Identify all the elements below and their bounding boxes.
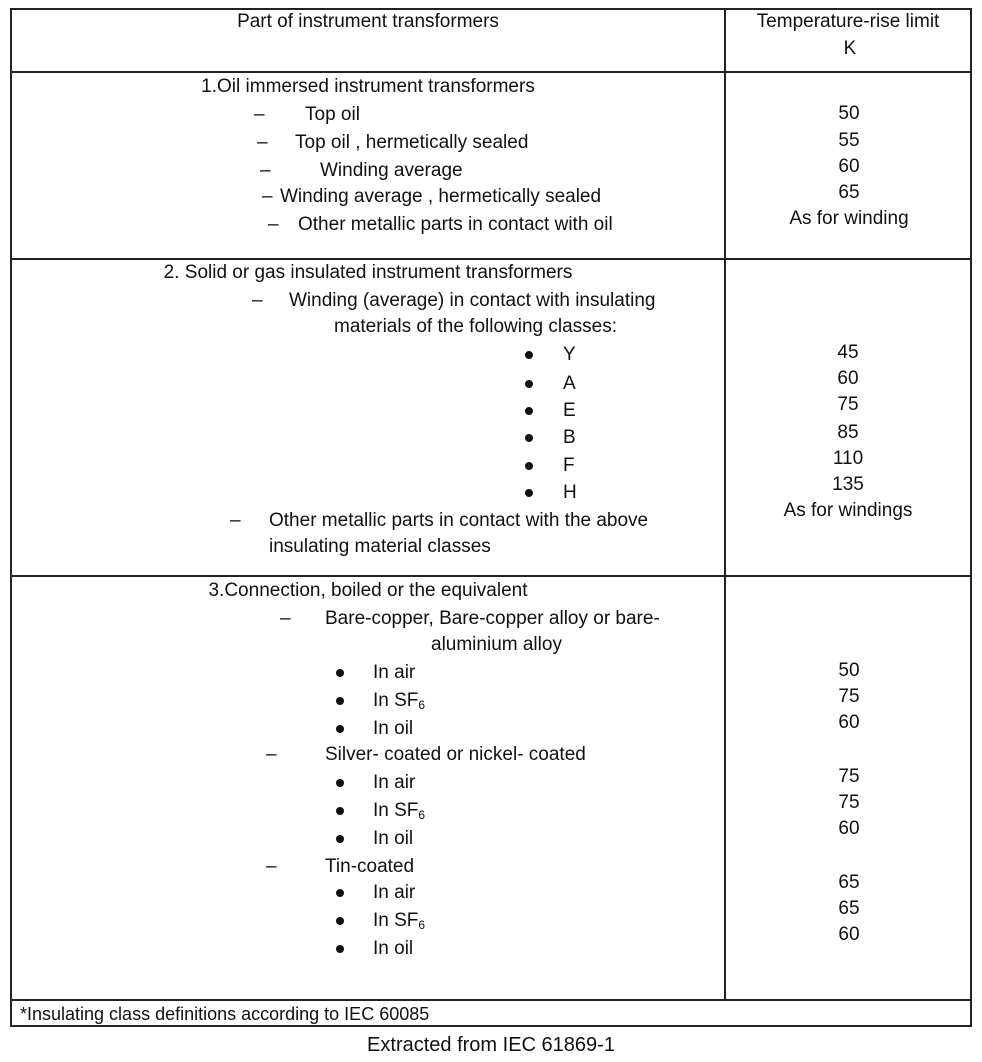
medium-label: In air (373, 882, 416, 903)
section3-value: 65 (838, 872, 860, 893)
class-label: E (563, 400, 576, 421)
bullet-icon (525, 489, 533, 497)
dash-marker: – (260, 160, 271, 181)
section1-item-label: Top oil (305, 104, 360, 125)
section1-value: 50 (838, 103, 860, 124)
table-border-top (10, 8, 972, 10)
section2-other-line1: Other metallic parts in contact with the above (269, 510, 649, 531)
medium-label: In oil (373, 828, 414, 849)
section2-value: 85 (837, 422, 859, 443)
footnote: *Insulating class definitions according to IEC 60085 (20, 1004, 430, 1024)
table-border-row1 (10, 258, 972, 260)
section3-title: 3.Connection, boiled or the equivalent (208, 580, 528, 601)
medium-label: In $SF_6$ (373, 690, 426, 712)
section2-winding-line1: Winding (average) in contact with insulating (289, 290, 656, 311)
class-label: B (563, 427, 576, 448)
table-border-row3 (10, 999, 972, 1001)
section3-group1-line1: Bare-copper, Bare-copper alloy or bare- (325, 608, 660, 629)
section1-value: As for winding (789, 208, 909, 229)
table-border-row2 (10, 575, 972, 577)
section2-value: 135 (832, 474, 864, 495)
section3-group1-line2: aluminium alloy (431, 634, 562, 655)
header-part-label: Part of instrument transformers (237, 11, 499, 32)
medium-label: In air (373, 772, 416, 793)
section2-winding-line2: materials of the following classes: (334, 316, 618, 337)
section1-item-label: Top oil , hermetically sealed (295, 132, 529, 153)
class-label: H (563, 482, 577, 503)
table-border-left (10, 8, 12, 1027)
medium-label: In $SF_6$ (373, 800, 426, 822)
section2-value: 110 (832, 448, 864, 469)
section2-value: 75 (837, 394, 859, 415)
bullet-icon (336, 697, 344, 705)
source-caption: Extracted from IEC 61869-1 (367, 1034, 615, 1056)
section2-value: 45 (837, 342, 859, 363)
dash-marker: – (254, 104, 265, 125)
section3-value: 75 (838, 686, 860, 707)
table-border-bottom (10, 1025, 972, 1027)
bullet-icon (525, 434, 533, 442)
dash-marker: – (266, 744, 277, 765)
class-label: Y (563, 344, 576, 365)
class-label: F (563, 455, 575, 476)
section2-other-line2: insulating material classes (269, 536, 491, 557)
class-label: A (563, 373, 576, 394)
section3-value: 50 (838, 660, 860, 681)
bullet-icon (336, 945, 344, 953)
section2-value: As for windings (783, 500, 913, 521)
section1-item-label: Other metallic parts in contact with oil (298, 214, 613, 235)
medium-label: In air (373, 662, 416, 683)
section2-value: 60 (837, 368, 859, 389)
section1-item-label: Winding average , hermetically sealed (280, 186, 602, 207)
section3-value: 60 (838, 924, 860, 945)
medium-label: In oil (373, 938, 414, 959)
bullet-icon (336, 889, 344, 897)
dash-marker: – (280, 608, 291, 629)
bullet-icon (336, 835, 344, 843)
bullet-icon (336, 725, 344, 733)
dash-marker: – (257, 132, 268, 153)
bullet-icon (525, 407, 533, 415)
header-unit-label: K (843, 38, 857, 59)
dash-marker: – (252, 290, 263, 311)
dash-marker: – (230, 510, 241, 531)
bullet-icon (525, 462, 533, 470)
section3-value: 60 (838, 818, 860, 839)
dash-marker: – (268, 214, 279, 235)
dash-marker: – (266, 856, 277, 877)
section1-value: 65 (838, 182, 860, 203)
table-border-header (10, 71, 972, 73)
bullet-icon (336, 779, 344, 787)
section1-value: 60 (838, 156, 860, 177)
medium-label: In $SF_6$ (373, 910, 426, 932)
section3-group2-label: Silver- coated or nickel- coated (325, 744, 586, 765)
section1-item-label: Winding average (320, 160, 463, 181)
header-temp-label: Temperature-rise limit (756, 11, 940, 32)
section3-value: 75 (838, 792, 860, 813)
table-column-divider (724, 8, 726, 1001)
section2-title: 2. Solid or gas insulated instrument transformers (163, 262, 573, 283)
section1-title: 1.Oil immersed instrument transformers (201, 76, 535, 97)
bullet-icon (336, 669, 344, 677)
medium-label: In oil (373, 718, 414, 739)
bullet-icon (525, 351, 533, 359)
section3-value: 65 (838, 898, 860, 919)
bullet-icon (336, 807, 344, 815)
dash-marker: – (262, 186, 273, 207)
bullet-icon (336, 917, 344, 925)
table-border-right (970, 8, 972, 1027)
section3-value: 60 (838, 712, 860, 733)
bullet-icon (525, 380, 533, 388)
section3-group3-label: Tin-coated (325, 856, 415, 877)
section1-value: 55 (838, 130, 860, 151)
section3-value: 75 (838, 766, 860, 787)
